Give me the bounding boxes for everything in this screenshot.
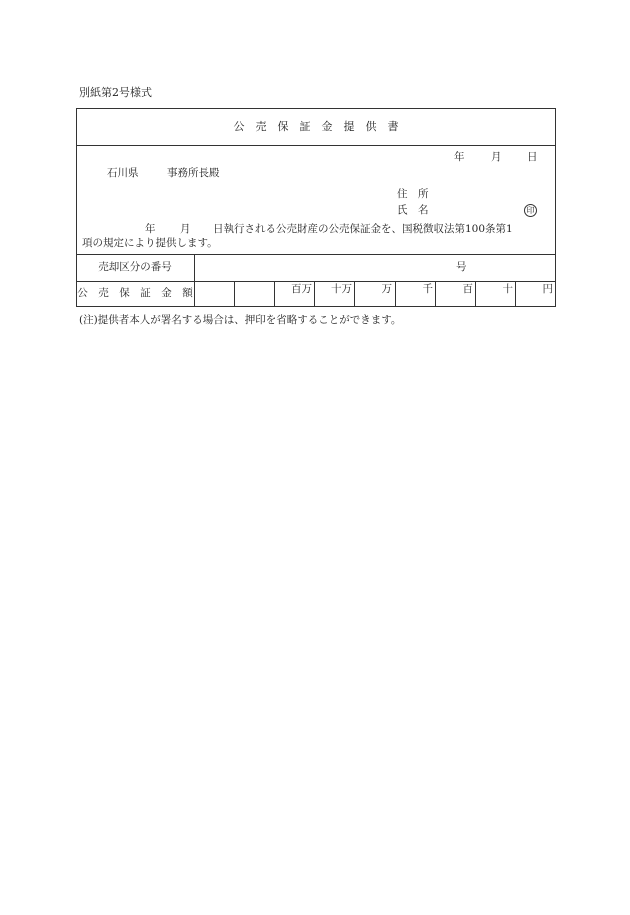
unit-million: 百万: [291, 283, 312, 295]
unit-ten-thousand: 万: [381, 283, 392, 295]
date-day-label: 日: [527, 151, 538, 163]
form-title: 公 売 保 証 金 提 供 書: [233, 120, 399, 133]
table-mid-divider: [76, 281, 556, 282]
footnote: (注)提供者本人が署名する場合は、押印を省略することができます。: [79, 314, 402, 326]
date-month-label: 月: [491, 151, 502, 163]
form-frame: [76, 108, 556, 307]
seal-icon: 印: [524, 204, 537, 217]
addressee-office: 事務所長殿: [167, 167, 220, 179]
table-top-divider: [76, 254, 556, 255]
body-month-label: 月: [180, 223, 191, 235]
unit-yen: 円: [542, 283, 553, 295]
unit-hundred: 百: [462, 283, 473, 295]
address-label: 住 所: [397, 188, 429, 200]
addressee-prefecture: 石川県: [107, 167, 139, 179]
deposit-amount-label: 公 売 保 証 金 額: [77, 287, 193, 299]
label-column-divider: [194, 254, 195, 307]
sale-number-label: 売却区分の番号: [98, 261, 172, 273]
body-text-line2: 項の規定により提供します。: [82, 237, 218, 249]
name-label: 氏 名: [397, 204, 429, 216]
date-year-label: 年: [454, 151, 465, 163]
title-divider: [76, 145, 556, 146]
unit-thousand: 千: [422, 283, 433, 295]
sale-number-unit: 号: [456, 261, 467, 273]
digit-cell-divider: [234, 281, 235, 307]
form-number: 別紙第2号様式: [79, 86, 152, 99]
unit-hundred-thousand: 十万: [331, 283, 352, 295]
body-text-line1: 日執行される公売財産の公売保証金を、国税徴収法第100条第1: [213, 223, 513, 235]
unit-ten: 十: [502, 283, 513, 295]
body-year-label: 年: [145, 223, 156, 235]
